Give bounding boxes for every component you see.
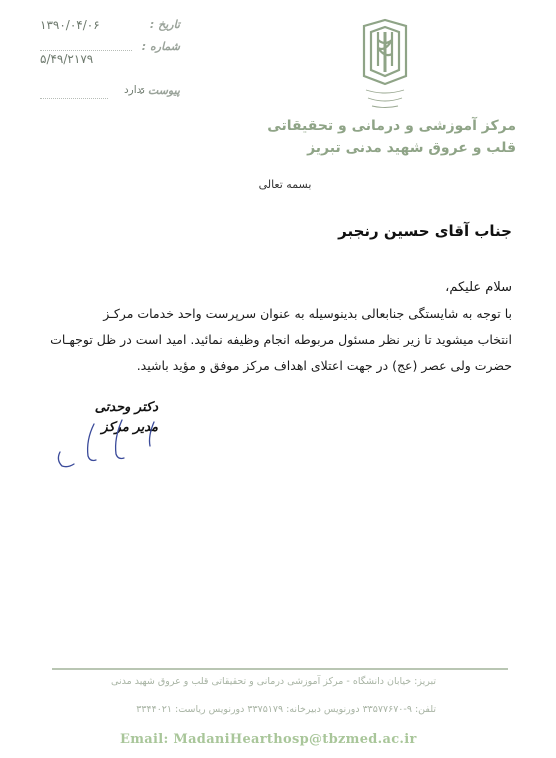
greeting: سلام علیکم، — [445, 280, 512, 295]
date-value: ۱۳۹۰/۰۴/۰۶ — [40, 18, 100, 32]
attachment-dotted-line — [40, 98, 108, 99]
body-line-3: حضرت ولی عصر (عج) در جهت اعتلای اهداف مرکز موفق و مؤید باشید. — [136, 358, 512, 373]
body-line-2: انتخاب میشوید تا زیر نظر مسئول مربوطه انجام وظیفه نمائید. امید است در ظل توجهـات — [50, 332, 512, 347]
date-label: تاریخ : — [149, 18, 180, 31]
institution-logo — [356, 18, 414, 110]
footer-address: تبریز: خیابان دانشگاه - مرکز آموزشی درمانی و تحقیقاتی قلب و عروق شهید مدنی — [111, 676, 436, 687]
date-row — [40, 18, 180, 36]
institution-name-line1: مرکز آموزشی و درمانی و تحقیقاتی — [267, 118, 516, 134]
signer-name: دکتر وحدتی — [94, 400, 158, 415]
attachment-label: پیوست : — [139, 84, 180, 97]
attachment-row — [40, 84, 180, 102]
signer-title: مدیر مرکز — [101, 420, 158, 435]
footer-email: Email: MadaniHearthosp@tbzmed.ac.ir — [120, 732, 417, 747]
number-label: شماره : — [141, 40, 180, 53]
footer-phones: تلفن: ۹-۳۳۵۷۷۶۷۰ دورنویس دبیرخانه: ۳۳۷۵۱۷۹ دورنویس ریاست: ۳۳۴۴۰۲۱ — [136, 704, 436, 715]
body-line-1: با توجه به شایستگی جنابعالی بدینوسیله به عنوان سرپرست واحد خدمات مرکـز — [103, 306, 512, 321]
footer-divider — [52, 668, 508, 670]
logo-emblem-icon — [356, 18, 414, 110]
number-row — [40, 40, 180, 70]
number-value: ۵/۴۹/۲۱۷۹ — [40, 52, 94, 66]
opening-invocation: بسمه تعالی — [258, 178, 312, 191]
handwritten-signature — [52, 404, 172, 472]
attachment-value: ندارد — [124, 84, 146, 96]
institution-name-line2: قلب و عروق شهید مدنی تبریز — [307, 140, 516, 156]
addressee: جناب آقای حسین رنجبر — [338, 222, 512, 240]
date-dotted-line — [40, 50, 132, 51]
